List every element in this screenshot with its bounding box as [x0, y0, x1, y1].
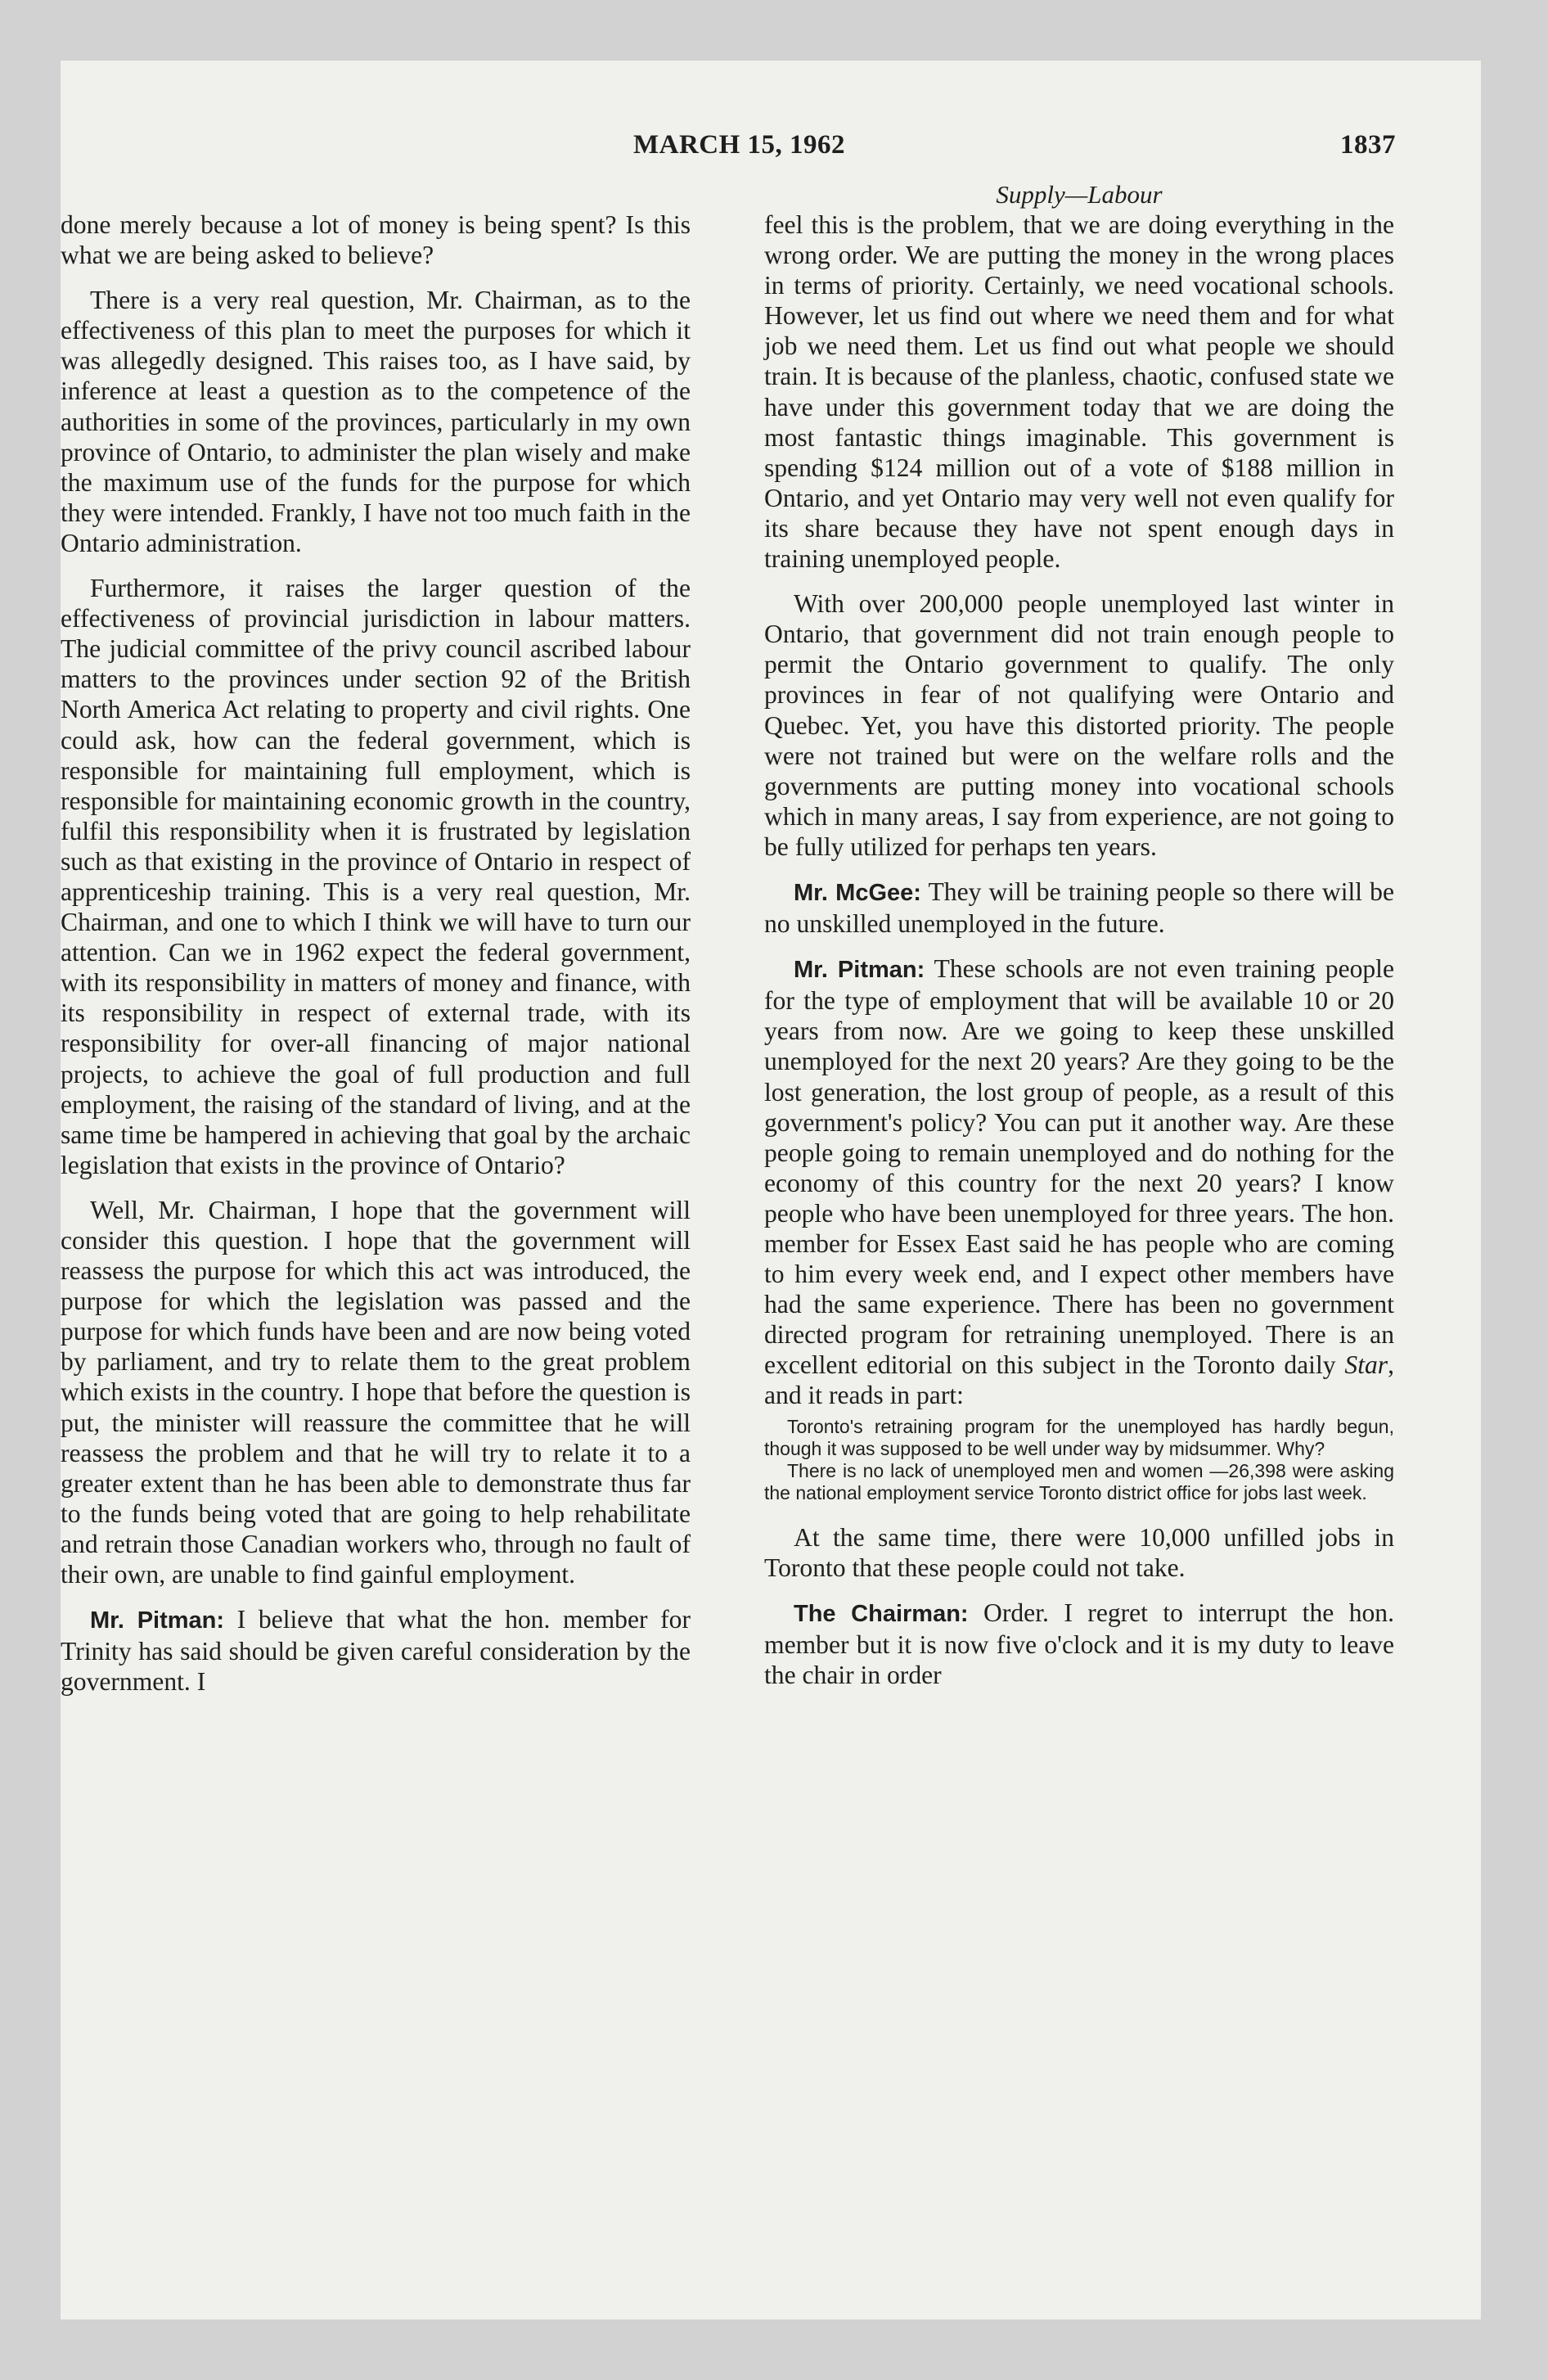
header-date: MARCH 15, 1962 [633, 130, 846, 160]
speech-text: , and it reads in part: [764, 1350, 1394, 1410]
page-number: 1837 [1340, 130, 1396, 160]
speech-text: These schools are not even training people for the type of employment that will be available 10 or 20 years from now. Are we going to keep these unskilled unemployed for the next 20 years? Are they going to be the lost generation, the lost group of people, as a result of this government's policy? You can put it another way. Are these people going to remain unemployed and do nothing for the economy of this country for the next 20 years? I know people who have been unemployed for three years. The hon. member for Essex East said he has people who are coming to him every week end, and I expect other members have had the same experience. There has been no government directed program for retraining unemployed. There is an excellent editorial on this subject in the Toronto daily [764, 954, 1394, 1380]
speaker-paragraph [764, 953, 1394, 1410]
speech-text: Order. I regret to interrupt the hon. member but it is now five o'clock and it is my duty to leave the chair in order [764, 1598, 1395, 1689]
paragraph: At the same time, there were 10,000 unfilled jobs in Toronto that these people could not take. [764, 1522, 1394, 1582]
paragraph: Furthermore, it raises the larger question of the effectiveness of provincial jurisdiction in labour matters. The judicial committee of the privy council ascribed labour matters to the provinces under section 92 of the British North America Act relating to property and civil rights. One could ask, how can the federal government, which is responsible for maintaining full employment, which is responsible for maintaining economic growth in the country, fulfil this responsibility when it is frustrated by legislation such as that existing in the province of Ontario in respect of apprenticeship training. This is a very real question, Mr. Chairman, and one to which I think we will have to turn our attention. Can we in 1962 expect the federal government, with its responsibility in matters of money and finance, with its responsibility in respect of external trade, with its responsibility for over-all financing of major national projects, to achieve the goal of full production and full employment, the raising of the standard of living, and at the same time be hampered in achieving that goal by the archaic legislation that exists in the province of Ontario? [61, 574, 691, 1179]
quote-paragraph: There is no lack of unemployed men and women —26,398 were asking the national employment service Toronto district office for jobs last week. [764, 1459, 1394, 1503]
paragraph: With over 200,000 people unemployed last winter in Ontario, that government did not train enough people to permit the Ontario government to qualify. The only provinces in fear of not qualifying were Ontario and Quebec. Yet, you have this distorted priority. The people were not trained but were on the welfare rolls and the governments are putting money into vocational schools which in many areas, I say from experience, are not going to be fully utilized for perhaps ten years. [764, 589, 1394, 861]
block-quote [764, 1416, 1394, 1504]
newspaper-name: Star [1344, 1350, 1388, 1380]
right-column [764, 179, 1394, 1705]
speaker-name: Mr. Pitman: [794, 957, 925, 984]
speaker-paragraph [764, 1598, 1394, 1690]
speech-text: They will be training people so there will be no unskilled unemployed in the future. [764, 877, 1394, 939]
paragraph: There is a very real question, Mr. Chairman, as to the effectiveness of this plan to meet the purposes for which it was allegedly designed. This raises too, as I have said, by inference at least a question as to the competence of the authorities in some of the provinces, particularly in my own province of Ontario, to administer the plan wisely and make the maximum use of the funds for the purpose for which they were intended. Frankly, I have not too much faith in the Ontario administration. [61, 286, 691, 557]
speaker-name: The Chairman: [794, 1600, 969, 1627]
paragraph: feel this is the problem, that we are doing everything in the wrong order. We are putting the money in the wrong places in terms of priority. Certainly, we need vocational schools. However, let us find out where we need them and for what job we need them. Let us find out what people we should train. It is because of the planless, chaotic, confused state we have under this government today that we are doing the most fantastic things imaginable. This government is spending $124 million out of a vote of $188 million in Ontario, and yet Ontario may very well not even qualify for its share because they have not spent enough days in training unemployed people. [764, 210, 1394, 574]
quote-paragraph: Toronto's retraining program for the unemployed has hardly begun, though it was supposed to be well under way by midsummer. Why? [764, 1415, 1394, 1459]
paragraph: Well, Mr. Chairman, I hope that the government will consider this question. I hope that the government will reassess the purpose for which this act was introduced, the purpose for which the legislation was passed and the purpose for which funds have been and are now being voted by parliament, and try to relate them to the great problem which exists in the country. I hope that before the question is put, the minister will reassure the committee that he will reassess the problem and that he will try to relate it to a greater extent than he has been able to demonstrate thus far to the funds being voted that are going to help rehabilitate and retrain those Canadian workers who, through no fault of their own, are unable to find gainful employment. [61, 1195, 691, 1589]
speaker-paragraph [764, 877, 1394, 939]
paragraph: done merely because a lot of money is being spent? Is this what we are being asked to believe? [61, 210, 691, 270]
speaker-name: Mr. Pitman: [90, 1607, 225, 1634]
speaker-name: Mr. McGee: [794, 879, 921, 906]
document-page [61, 61, 1481, 2319]
left-column [61, 210, 691, 1711]
running-head: Supply—Labour [996, 180, 1163, 209]
speech-text: I believe that what the hon. member for Trinity has said should be given careful consideration by the government. I [61, 1605, 691, 1697]
speaker-paragraph [61, 1604, 691, 1697]
page-header [61, 130, 1481, 163]
